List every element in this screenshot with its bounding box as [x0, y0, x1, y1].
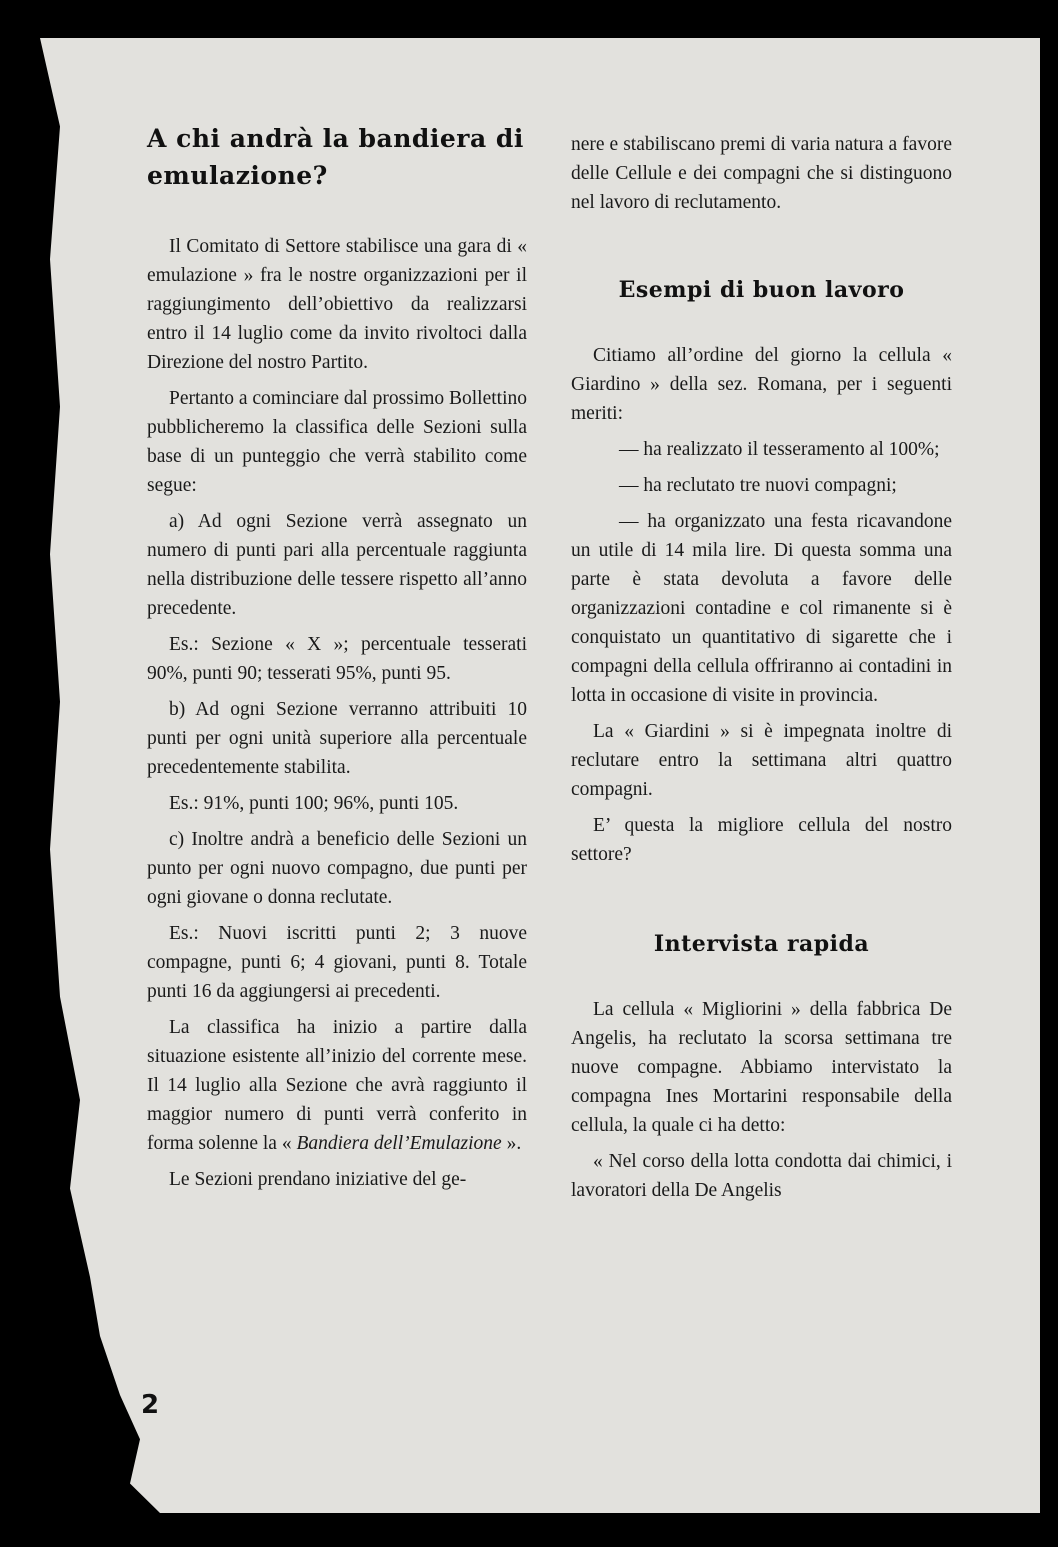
paragraph: « Nel corso della lotta condotta dai chimici, i lavoratori della De Angelis — [571, 1151, 952, 1201]
paragraph: Il Comitato di Settore stabilisce una gara di « emulazione » fra le nostre organizzazioni per il raggiungimento dell’obiettivo da realizzarsi entro il 14 luglio come da invito rivoltoci dalla Direzione del nostro Partito. — [147, 236, 527, 373]
section-title-intervista: Intervista rapida — [653, 931, 870, 957]
paragraph: b) Ad ogni Sezione verranno attribuiti 10 punti per ogni unità superiore alla percentuale precedentemente stabilita. — [147, 699, 527, 778]
paragraph: c) Inoltre andrà a beneficio delle Sezioni un punto per ogni nuovo compagno, due punti per ogni giovane o donna reclutate. — [147, 829, 527, 908]
page-number: 2 — [141, 1390, 160, 1420]
paragraph: La « Giardini » si è impegnata inoltre di reclutare entro la settimana altri quattro compagni. — [571, 721, 952, 800]
paragraph: a) Ad ogni Sezione verrà assegnato un numero di punti pari alla percentuale raggiunta nella distribuzione delle tessere rispetto all’anno precedente. — [147, 511, 527, 619]
paragraph: Es.: Sezione « X »; percentuale tesserati 90%, punti 90; tesserati 95%, punti 95. — [147, 634, 527, 684]
paragraph: La cellula « Migliorini » della fabbrica De Angelis, ha reclutato la scorsa settimana tre nuove compagne. Abbiamo intervistato la compagna Ines Mortarini responsabile della cellula, la quale ci ha detto: — [571, 999, 952, 1136]
paragraph: Es.: Nuovi iscritti punti 2; 3 nuove compagne, punti 6; 4 giovani, punti 8. Totale punti 16 da aggiungersi ai precedenti. — [147, 923, 527, 1002]
list-item: — ha organizzato una festa ricavandone un utile di 14 mila lire. Di questa somma una parte è stata devoluta a favore delle organizzazioni contadine e col rimanente si è conquistato un quantitativo di sigarette che i compagni della cellula offriranno ai contadini in lotta in occasione di visite in provincia. — [571, 511, 952, 706]
list-item: — ha reclutato tre nuovi compagni; — [619, 475, 897, 496]
paragraph: Citiamo all’ordine del giorno la cellula « Giardino » della sez. Romana, per i seguenti meriti: — [571, 345, 952, 424]
article-title: A chi andrà la bandiera di emulazione? — [147, 124, 524, 190]
emphasis-text: Bandiera dell’Emulazione — [296, 1133, 502, 1154]
paragraph-text: La classifica ha inizio a partire dalla situazione esistente all’inizio del corrente mese. Il 14 luglio alla Sezione che avrà raggiunto il maggior numero di punti verrà conferito in forma solenne la — [147, 1017, 527, 1154]
section-title-esempi: Esempi di buon lavoro — [618, 277, 905, 303]
list-item: — ha realizzato il tesseramento al 100%; — [619, 439, 940, 460]
paragraph: Es.: 91%, punti 100; 96%, punti 105. — [169, 793, 459, 814]
left-column — [147, 120, 527, 1201]
right-column — [571, 130, 952, 1212]
quote-open: « — [281, 1133, 297, 1154]
paragraph: Pertanto a cominciare dal prossimo Bollettino pubblicheremo la classifica delle Sezioni sulla base di un punteggio che verrà stabilito come segue: — [147, 388, 527, 496]
quote-close: ». — [501, 1133, 522, 1154]
paragraph-with-emphasis — [147, 1013, 527, 1158]
paragraph: Le Sezioni prendano iniziative del ge- — [169, 1169, 467, 1190]
paragraph: E’ questa la migliore cellula del nostro settore? — [571, 815, 952, 865]
continued-paragraph: nere e stabiliscano premi di varia natura a favore delle Cellule e dei compagni che si distinguono nel lavoro di reclutamento. — [571, 134, 952, 213]
